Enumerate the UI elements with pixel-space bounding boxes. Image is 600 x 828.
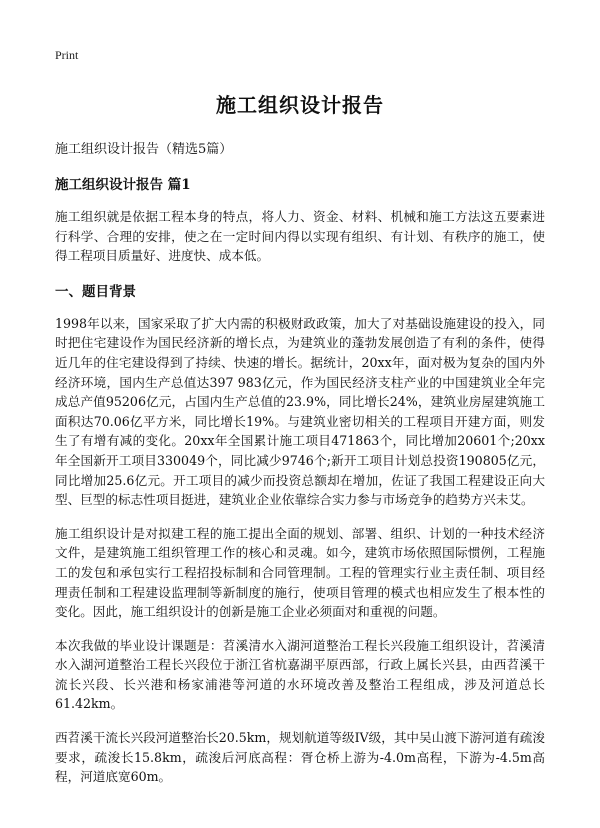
body-paragraph: 施工组织设计是对拟建工程的施工提出全面的规划、部署、组织、计划的一种技术经济文件，是建筑施工组织管理工作的核心和灵魂。如今，建筑市场依照国际惯例，工程施工的发包和承包实行工程招投标制和合同管理制。工程的管理实行业主责任制、项目经理责任制和工程建设监理制等新制度的施行，使项目管理的模式也相应发生了根本性的变化。因此，施工组织设计的创新是施工企业必须面对和重视的问题。 bbox=[55, 525, 545, 620]
print-link[interactable]: Print bbox=[55, 48, 79, 62]
article-title: 施工组织设计报告 篇1 bbox=[55, 177, 191, 193]
section-heading-background: 一、题目背景 bbox=[55, 283, 136, 300]
intro-paragraph: 施工组织就是依据工程本身的特点，将人力、资金、材料、机械和施工方法这五要素进行科学、合理的安排，使之在一定时间内得以实现有组织、有计划、有秩序的施工，使得工程项目质量好、进度快、成本低。 bbox=[55, 209, 545, 264]
body-paragraph: 本次我做的毕业设计课题是：苕溪清水入湖河道整治工程长兴段施工组织设计，苕溪清水入湖河道整治工程长兴段位于浙江省杭嘉湖平原西部，行政上属长兴县，由西苕溪干流长兴段、长兴港和杨家浦港等河道的水环境改善及整治工程组成，涉及河道总长61.42km。 bbox=[55, 637, 545, 712]
body-paragraph: 1998年以来，国家采取了扩大内需的积极财政政策，加大了对基础设施建设的投入，同时把住宅建设作为国民经济新的增长点，为建筑业的蓬勃发展创造了有利的条件，使得近几年的住宅建设得到了持续、快速的增长。据统计，20xx年，面对极为复杂的国内外经济环境，国内生产总值达397 983亿元，作为国民经济支柱产业的中国建筑业全年完成总产值95206亿元，占国内生产总值的23.9%，同比增长24%，建筑业房屋建筑施工面积达70.06亿平方米，同比增长19%。与建筑业密切相关的工程项目开建方面，则发生了有增有减的变化。20xx年全国累计施工项目471863个，同比增加20601个;20xx年全国新开工项目330049个，同比减少9746个;新开工项目计划总投资190805亿元，同比增加25.6亿元。开工项目的减少而投资总额却在增加，佐证了我国工程建设正向大型、巨型的标志性项目挺进，建筑业企业依靠综合实力参与市场竞争的趋势方兴未艾。 bbox=[55, 315, 545, 508]
body-paragraph: 西苕溪干流长兴段河道整治长20.5km，规划航道等级IV级，其中吴山渡下游河道有疏浚要求，疏浚长15.8km，疏浚后河底高程：胥仓桥上游为-4.0m高程，下游为-4.5m高程，河道底宽60m。 bbox=[55, 730, 545, 785]
document-title: 施工组织设计报告 bbox=[216, 93, 384, 117]
document-subtitle: 施工组织设计报告（精选5篇） bbox=[55, 142, 233, 157]
